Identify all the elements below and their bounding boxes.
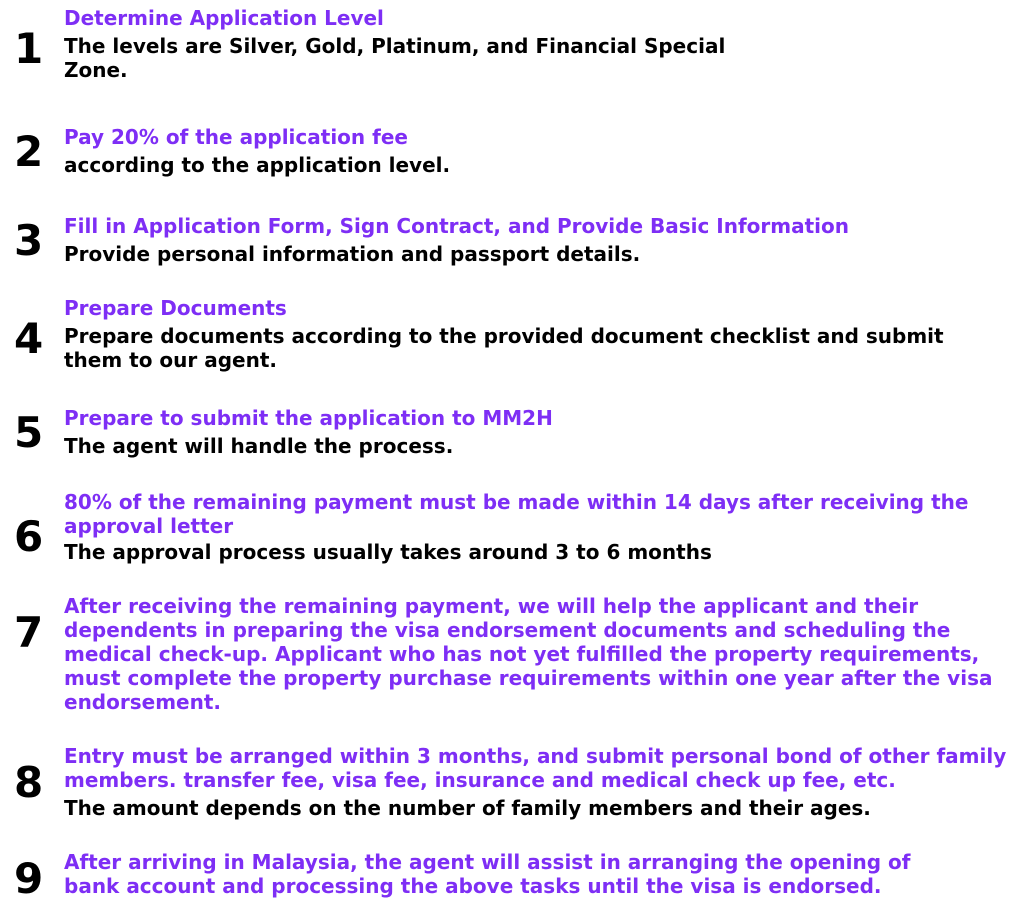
step-number: 4 — [14, 314, 44, 363]
step-number: 5 — [14, 408, 44, 457]
step-description: Provide personal information and passport details. — [64, 242, 641, 266]
step-title: 80% of the remaining payment must be made within 14 days after receiving the approval letter — [64, 490, 969, 538]
step-number: 7 — [14, 608, 44, 657]
step-number: 3 — [14, 216, 44, 265]
step-title: Entry must be arranged within 3 months, and submit personal bond of other family members. transfer fee, visa fee, insurance and medical check up fee, etc. — [64, 744, 1007, 792]
step-title: Determine Application Level — [64, 6, 384, 30]
step-title: After receiving the remaining payment, we will help the applicant and their dependents in preparing the visa endorsement documents and scheduling the medical check-up. Applicant who has not yet fulfilled the property requirements, must complete the property purchase requirements within one year after the visa endorsement. — [64, 594, 993, 714]
step-description: Prepare documents according to the provided document checklist and submit them to our agent. — [64, 324, 944, 372]
step-description: The amount depends on the number of family members and their ages. — [64, 796, 871, 820]
step-description: The levels are Silver, Gold, Platinum, and Financial Special Zone. — [64, 34, 726, 82]
step-title: Prepare Documents — [64, 296, 287, 320]
step-title: Fill in Application Form, Sign Contract, and Provide Basic Information — [64, 214, 850, 238]
step-number: 6 — [14, 512, 44, 561]
step-title: After arriving in Malaysia, the agent will assist in arranging the opening of bank account and processing the above tasks until the visa is endorsed. — [64, 850, 911, 898]
step-number: 2 — [14, 127, 44, 176]
step-number: 8 — [14, 758, 44, 807]
step-description: The approval process usually takes around 3 to 6 months — [64, 540, 712, 564]
step-description: The agent will handle the process. — [64, 434, 454, 458]
step-title: Pay 20% of the application fee — [64, 125, 408, 149]
step-description: according to the application level. — [64, 153, 451, 177]
step-number: 1 — [14, 24, 44, 73]
step-title: Prepare to submit the application to MM2H — [64, 406, 553, 430]
step-number: 9 — [14, 854, 44, 903]
